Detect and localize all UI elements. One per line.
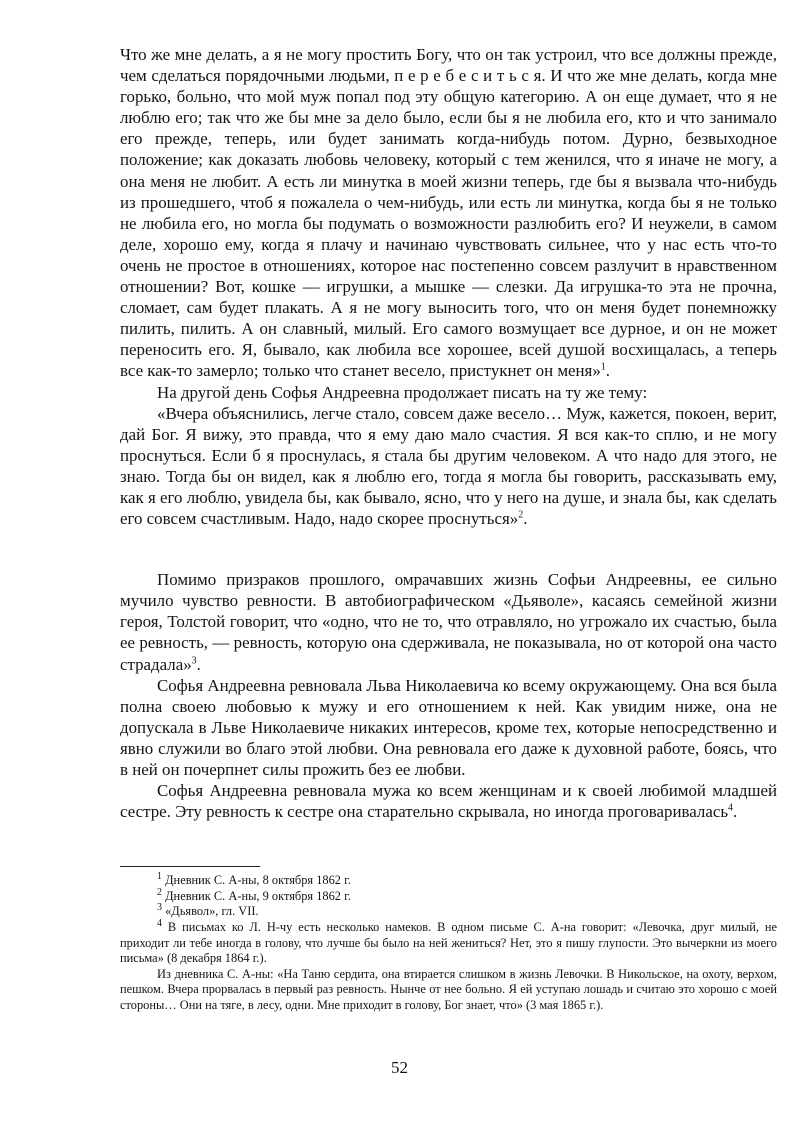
paragraph-4 <box>120 569 777 674</box>
footnote-mark: 3 <box>157 902 162 914</box>
paragraph-3 <box>120 403 777 530</box>
page-number: 52 <box>391 1058 408 1077</box>
paragraph-4-text: Помимо призраков прошлого, омрачавших жизнь Софьи Андреевны, ее сильно мучило чувство ревности. В автобиографическом «Дьяволе», касаясь семейной жизни героя, Толстой говорит, что «одно, что не то, что отравляло, но угрожало их счастью, была ее ревность, — ревность, которую она сдерживала, не показывала, но от которой она часто страдала» <box>120 570 777 674</box>
footnote-text: Из дневника С. А-ны: «На Таню сердита, она втирается слишком в жизнь Левочки. В Никольское, на охоту, верхом, пешком. Вчера прорвалась в первый раз ревность. Нынче от нее больно. Я ей уступаю лошадь и считаю это хорошо с моей стороны… Они на тяге, в лесу, одни. Мне приходит в голову, Бог знает, что» (3 мая 1865 г.). <box>120 966 777 1013</box>
footnote-ref-3: 3 <box>191 654 197 666</box>
footnote-3 <box>120 904 777 920</box>
paragraph-1-text: Что же мне делать, а я не могу простить Богу, что он так устроил, что все должны прежде, чем сделаться порядочными людьми, п е р е б е с и т ь с я. И что же мне делать, когда мне горько, больно, что мой муж попал под эту общую категорию. А он еще думает, что я не люблю его; так что же бы мне за дело было, если бы я не любила его, кто и что занимало его прежде, теперь, или будет занимать когда-нибудь потом. Дурно, безвыходное положение; как доказать любовь человеку, который с тем женился, что я иначе не могу, а она меня не любит. А есть ли минутка в моей жизни теперь, где бы я вызвала что-нибудь из прошедшего, чтоб я пожалела о чем-нибудь, или есть ли минутка, когда бы я не только не любила его, но могла бы подумать о возможности разлюбить его? И неужели, в самом деле, хорошо ему, когда я плачу и начинаю чувствовать сильнее, что у нас есть что-то очень не простое в отношениях, которое нас постепенно совсем разлучит в нравственном отношении? Вот, кошке — игрушки, а мышке — слезки. Да игрушка-то эта не прочна, сломает, сам будет плакать. А я не могу выносить того, что он меня будет понемножку пилить, пилить. А он славный, милый. Его самого возмущает все дурное, и он не может переносить его. Я, бывало, как любила все хорошее, всей душой восхищалась, а теперь все как-то замерло; только что станет весело, пристукнет он меня» <box>120 45 777 381</box>
page-body <box>120 44 777 1014</box>
paragraph-3-text: «Вчера объяснились, легче стало, совсем даже весело… Муж, кажется, покоен, верит, дай Бог. Я вижу, это правда, что я ему даю мало счастия. Я вся как-то сплю, и не могу проснуться. Если б я проснулась, я стала бы другим человеком. А что надо для этого, не знаю. Тогда бы он видел, как я люблю его, тогда я могла бы говорить, рассказывать ему, как я его люблю, увидела бы, как бывало, ясно, что у него на душе, и знала бы, как сделать его совсем счастливым. Надо, надо скорее проснуться» <box>120 403 777 529</box>
lower-text <box>120 569 777 822</box>
upper-text <box>120 44 777 529</box>
footnote-mark: 4 <box>157 917 162 929</box>
section-gap <box>120 529 777 569</box>
footnote-text: Дневник С. А-ны, 8 октября 1862 г. <box>165 873 351 888</box>
footnote-mark: 1 <box>157 871 162 883</box>
footnote-text: «Дьявол», гл. VII. <box>165 904 259 919</box>
paragraph-6 <box>120 780 777 822</box>
footnote-2 <box>120 886 777 905</box>
footnotes <box>120 873 777 1013</box>
punct: . <box>523 509 528 529</box>
footnote-4 <box>120 917 777 967</box>
footnote-ref-2: 2 <box>518 509 524 521</box>
punct: . <box>196 654 201 674</box>
paragraph-5: Софья Андреевна ревновала Льва Николаевича ко всему окружающему. Она вся была полна своею любовью к мужу и его отношением к ней. Как увидим ниже, она не допускала в Льве Николаевиче никаких интересов, кроме тех, которые непосредственно и явно служили во благо этой любви. Она ревновала его даже к духовной работе, боясь, что в ней он почерпнет силы прожить без ее любви. <box>120 675 777 779</box>
paragraph-1 <box>120 44 777 382</box>
footnote-text: В письмах ко Л. Н-чу есть несколько намеков. В одном письме С. А-на говорит: «Левочка, друг милый, не приходит ли тебе иногда в голову, что лучше бы было на ней жениться? Нет, это я пишу глупости. Это вычеркни из моего письма» (8 декабря 1864 г.). <box>120 920 777 966</box>
footnote-text: Дневник С. А-ны, 9 октября 1862 г. <box>165 888 351 903</box>
paragraph-2: На другой день Софья Андреевна продолжает писать на ту же тему: <box>157 382 648 402</box>
footnote-4-continued <box>120 967 777 1014</box>
punct: . <box>733 802 738 822</box>
punct: . <box>605 361 611 381</box>
paragraph-6-text: Софья Андреевна ревновала мужа ко всем женщинам и к своей любимой младшей сестре. Эту ревность к сестре она старательно скрывала, но иногда проговаривалась <box>120 781 777 822</box>
footnote-ref-4: 4 <box>728 802 734 814</box>
footnote-mark: 2 <box>157 886 162 898</box>
footnote-divider <box>120 866 260 867</box>
footnote-1 <box>120 873 777 889</box>
footnote-ref-1: 1 <box>600 361 606 373</box>
